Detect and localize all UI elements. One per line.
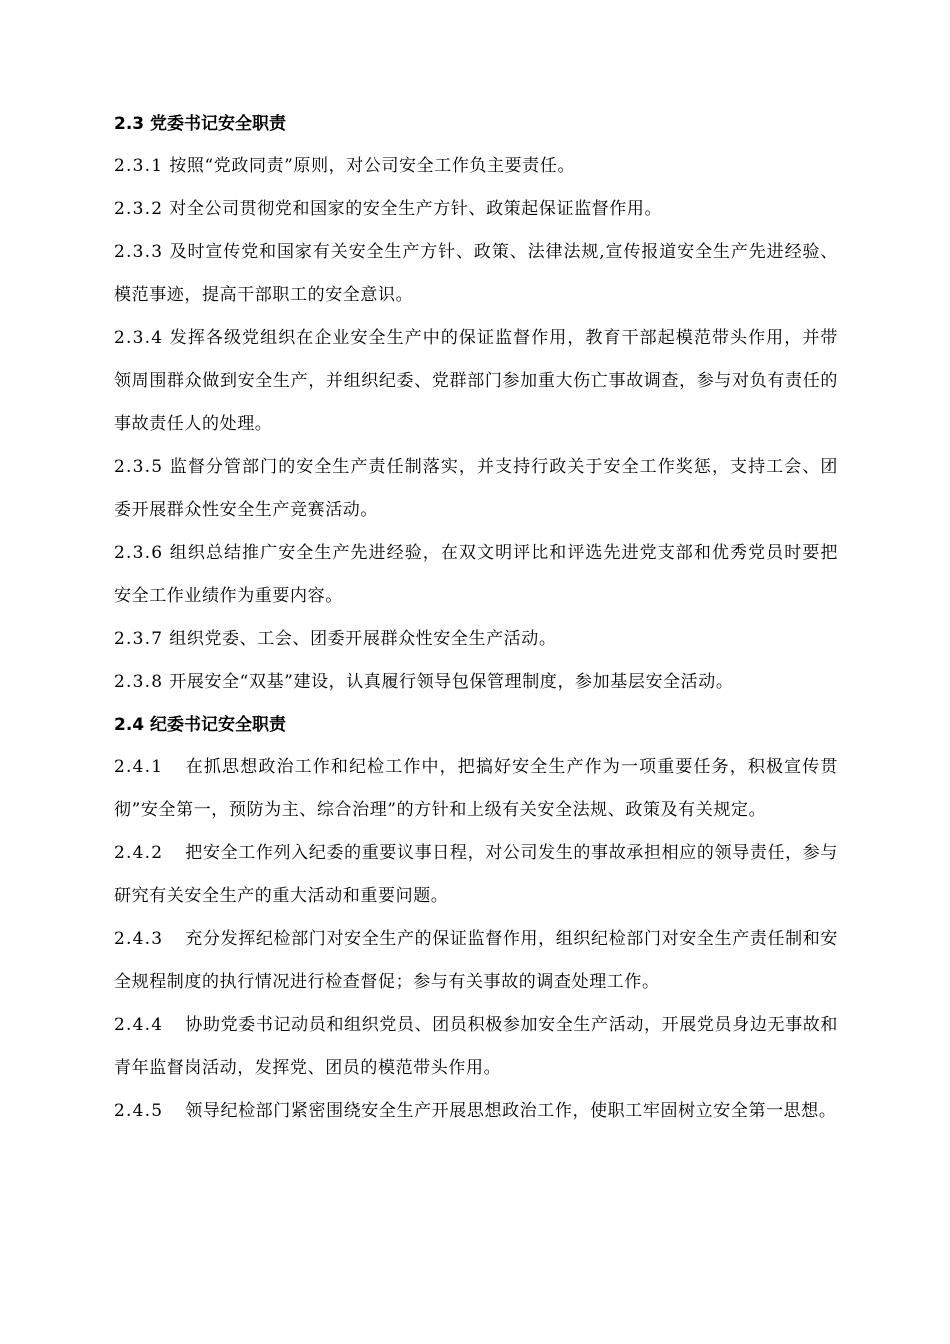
clause-number: 2.4.3 bbox=[114, 929, 164, 949]
clause-text: 发挥各级党组织在企业安全生产中的保证监督作用，教育干部起模范带头作用，并带领周围群众做到安全生产，并组织纪委、党群部门参加重大伤亡事故调查，参与对负有责任的事故责任人的处理。 bbox=[114, 328, 838, 434]
clause-number: 2.3.2 bbox=[114, 199, 164, 219]
clause-2-3-5 bbox=[114, 446, 838, 532]
clause-number: 2.3.8 bbox=[114, 672, 164, 692]
clause-number: 2.4.5 bbox=[114, 1101, 164, 1121]
clause-number: 2.3.7 bbox=[114, 629, 164, 649]
clause-text: 组织总结推广安全生产先进经验，在双文明评比和评选先进党支部和优秀党员时要把安全工作业绩作为重要内容。 bbox=[114, 543, 838, 606]
clause-number: 2.4.1 bbox=[114, 757, 164, 777]
clause-2-4-2 bbox=[114, 832, 838, 918]
clause-2-4-1 bbox=[114, 746, 838, 832]
section-heading: 2.3 党委书记安全职责 bbox=[114, 114, 287, 134]
clause-number: 2.4.4 bbox=[114, 1015, 164, 1035]
clause-text: 领导纪检部门紧密围绕安全生产开展思想政治工作，使职工牢固树立安全第一思想。 bbox=[185, 1101, 837, 1121]
clause-text: 充分发挥纪检部门对安全生产的保证监督作用，组织纪检部门对安全生产责任制和安全规程制度的执行情况进行检查督促；参与有关事故的调查处理工作。 bbox=[114, 929, 838, 992]
clause-text: 把安全工作列入纪委的重要议事日程，对公司发生的事故承担相应的领导责任，参与研究有关安全生产的重大活动和重要问题。 bbox=[114, 843, 838, 906]
clause-text: 协助党委书记动员和组织党员、团员积极参加安全生产活动，开展党员身边无事故和青年监督岗活动，发挥党、团员的模范带头作用。 bbox=[114, 1015, 838, 1078]
clause-text: 及时宣传党和国家有关安全生产方针、政策、法律法规,宣传报道安全生产先进经验、模范事迹，提高干部职工的安全意识。 bbox=[114, 242, 838, 305]
clause-text: 监督分管部门的安全生产责任制落实，并支持行政关于安全工作奖惩，支持工会、团委开展群众性安全生产竞赛活动。 bbox=[114, 457, 838, 520]
document-body bbox=[114, 103, 838, 1133]
clause-2-3-3 bbox=[114, 231, 838, 317]
clause-number: 2.4.2 bbox=[114, 843, 164, 863]
clause-2-3-2 bbox=[114, 188, 838, 231]
clause-2-3-7 bbox=[114, 618, 838, 661]
section-2-4 bbox=[114, 704, 838, 1133]
clause-text: 开展安全“双基”建设，认真履行领导包保管理制度，参加基层安全活动。 bbox=[169, 672, 734, 692]
clause-2-3-4 bbox=[114, 317, 838, 446]
clause-text: 按照“党政同责”原则，对公司安全工作负主要责任。 bbox=[169, 156, 576, 176]
clause-2-4-4 bbox=[114, 1004, 838, 1090]
clause-number: 2.3.5 bbox=[114, 457, 164, 477]
clause-2-3-1 bbox=[114, 145, 838, 188]
clause-number: 2.3.1 bbox=[114, 156, 164, 176]
clause-2-4-3 bbox=[114, 918, 838, 1004]
clause-number: 2.3.4 bbox=[114, 328, 164, 348]
clause-2-4-5 bbox=[114, 1090, 838, 1133]
clause-number: 2.3.6 bbox=[114, 543, 164, 563]
clause-text: 对全公司贯彻党和国家的安全生产方针、政策起保证监督作用。 bbox=[169, 199, 663, 219]
clause-2-3-8 bbox=[114, 661, 838, 704]
clause-text: 组织党委、工会、团委开展群众性安全生产活动。 bbox=[169, 629, 557, 649]
clause-number: 2.3.3 bbox=[114, 242, 164, 262]
section-heading: 2.4 纪委书记安全职责 bbox=[114, 715, 287, 735]
section-2-3 bbox=[114, 103, 838, 704]
clause-2-3-6 bbox=[114, 532, 838, 618]
clause-text: 在抓思想政治工作和纪检工作中，把搞好安全生产作为一项重要任务，积极宣传贯彻”安全第一，预防为主、综合治理”的方针和上级有关安全法规、政策及有关规定。 bbox=[114, 757, 838, 820]
